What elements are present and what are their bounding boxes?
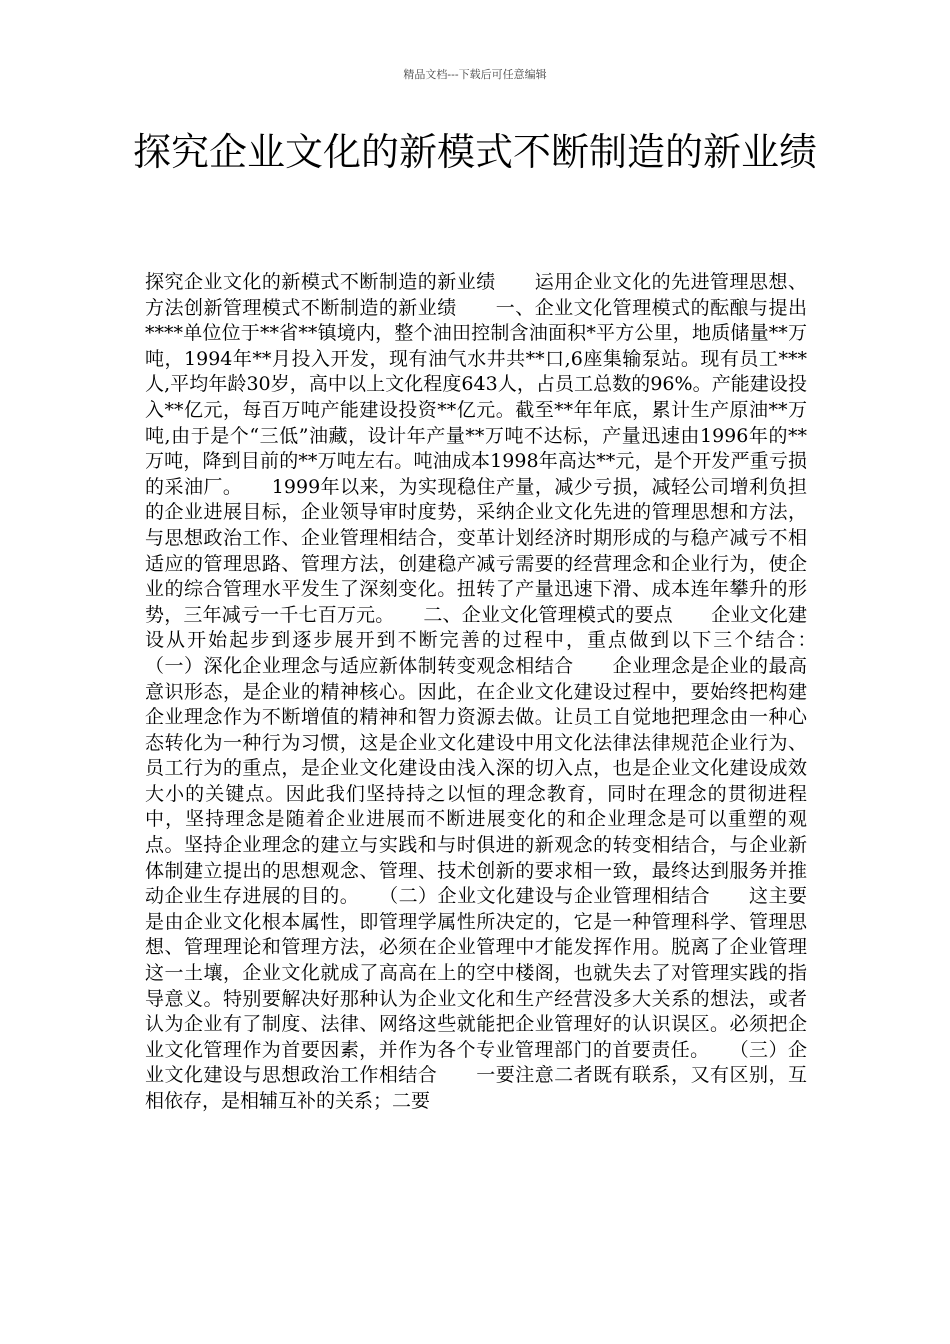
document-body: 探究企业文化的新模式不断制造的新业绩 运用企业文化的先进管理思想、方法创新管理模式不断制造的新业绩 一、企业文化管理模式的酝酿与提出 ****单位位于**省**镇境内，整个油田控制含油面积*平方公里，地质储量**万吨，1994年**月投入开发，现有油气水井共**口,6座集输泵站。现有员工***人,平均年龄30岁，高中以上文化程度643人，占员工总数的96%。产能建设投入**亿元，每百万吨产能建设投资**亿元。截至**年年底，累计生产原油**万吨,由于是个“三低”油藏，设计年产量**万吨不达标，产量迅速由1996年的**万吨，降到目前的**万吨左右。吨油成本1998年高达**元，是个开发严重亏损的采油厂。 1999年以来，为实现稳住产量，减少亏损，减轻公司增利负担的企业进展目标，企业领导审时度势，采纳企业文化先进的管理思想和方法，与思想政治工作、企业管理相结合，变革计划经济时期形成的与稳产减亏不相适应的管理思路、管理方法，创建稳产减亏需要的经营理念和企业行为，使企业的综合管理水平发生了深刻变化。扭转了产量迅速下滑、成本连年攀升的形势，三年减亏一千七百万元。 二、企业文化管理模式的要点 企业文化建设从开始起步到逐步展开到不断完善的过程中，重点做到以下三个结合： （一）深化企业理念与适应新体制转变观念相结合 企业理念是企业的最高意识形态，是企业的精神核心。因此，在企业文化建设过程中，要始终把构建企业理念作为不断增值的精神和智力资源去做。让员工自觉地把理念由一种心态转化为一种行为习惯，这是企业文化建设中用文化法律法律规范企业行为、员工行为的重点，是企业文化建设由浅入深的切入点，也是企业文化建设成效大小的关键点。因此我们坚持持之以恒的理念教育，同时在理念的贯彻进程中，坚持理念是随着企业进展而不断进展变化的和企业理念是可以重塑的观点。坚持企业理念的建立与实践和与时俱进的新观念的转变相结合，与企业新体制建立提出的思想观念、管理、技术创新的要求相一致，最终达到服务并推动企业生存进展的目的。 （二）企业文化建设与企业管理相结合 这主要是由企业文化根本属性，即管理学属性所决定的，它是一种管理科学、管理思想、管理理论和管理方法，必须在企业管理中才能发挥作用。脱离了企业管理这一土壤，企业文化就成了高高在上的空中楼阁，也就失去了对管理实践的指导意义。特别要解决好那种认为企业文化和生产经营没多大关系的想法，或者认为企业有了制度、法律、网络这些就能把企业管理好的认识误区。必须把企业文化管理作为首要因素，并作为各个专业管理部门的首要责任。 （三）企业文化建设与思想政治工作相结合 一要注意二者既有联系，又有区别，互相依存，是相辅互补的关系；二要 xyxy=(145,271,846,1112)
document-title: 探究企业文化的新模式不断制造的新业绩 xyxy=(132,130,817,174)
header-note: 精品文档---下载后可任意编辑 xyxy=(403,68,547,81)
